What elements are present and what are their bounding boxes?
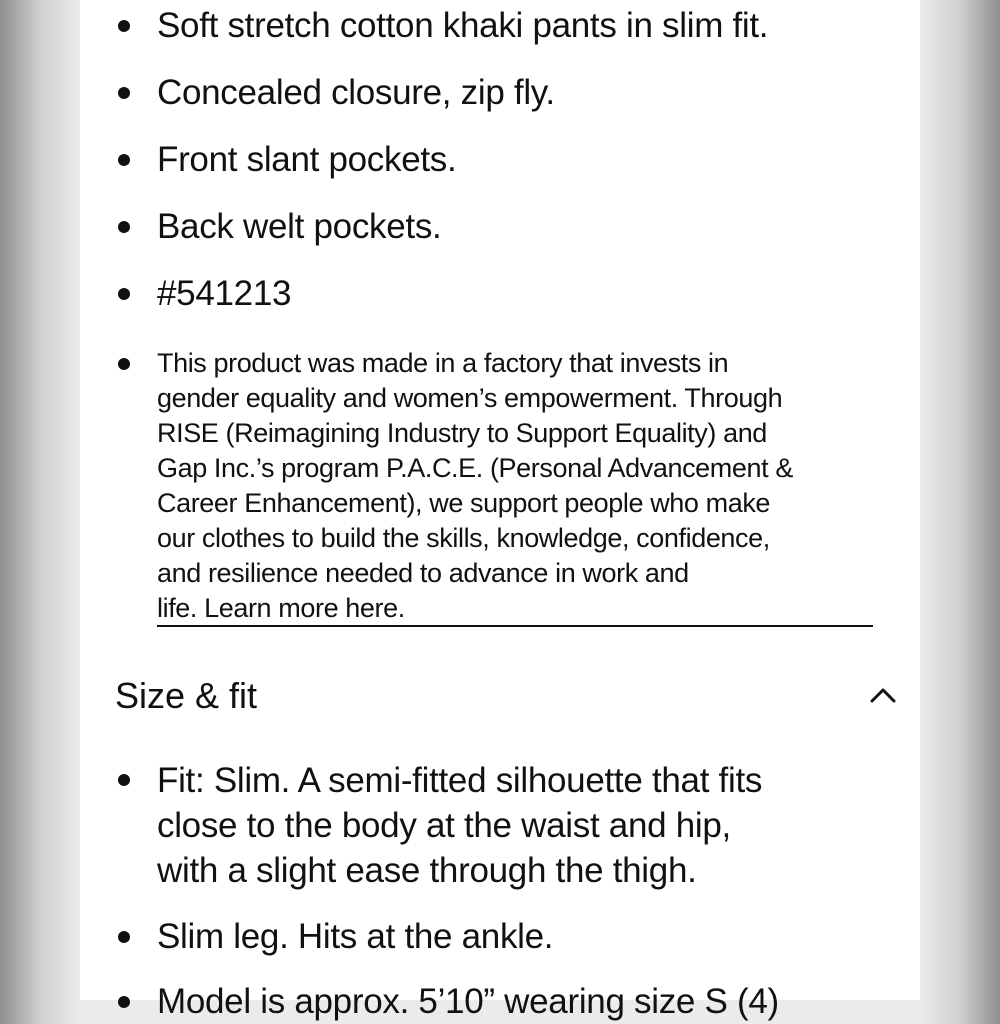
factory-note-line: our clothes to build the skills, knowledge, confidence, [157, 523, 770, 553]
bullet-icon [118, 154, 130, 166]
learn-more-underline [157, 625, 873, 627]
size-fit-header[interactable] [80, 668, 920, 728]
size-fit-title: Size & fit [115, 675, 258, 716]
learn-more-link[interactable]: life. Learn more here. [157, 593, 405, 623]
factory-note-line: RISE (Reimagining Industry to Support Equality) and [157, 418, 767, 448]
bullet-icon [118, 358, 130, 370]
list-item [80, 205, 920, 249]
fit-description [157, 758, 877, 893]
model-size-text: Model is approx. 5’10” wearing size S (4) [157, 982, 779, 1021]
list-item [80, 4, 920, 48]
chevron-up-icon[interactable] [870, 686, 896, 704]
bullet-icon [118, 20, 130, 32]
factory-note [157, 346, 877, 626]
style-number: #541213 [157, 274, 292, 313]
detail-text: Soft stretch cotton khaki pants in slim fit. [157, 6, 769, 45]
fit-line: close to the body at the waist and hip, [157, 806, 731, 845]
detail-text: Back welt pockets. [157, 207, 442, 246]
fit-line: Fit: Slim. A semi-fitted silhouette that fits [157, 761, 763, 800]
bullet-icon [118, 221, 130, 233]
list-item [80, 71, 920, 115]
list-item [80, 980, 920, 1024]
bullet-icon [118, 774, 130, 786]
factory-note-line: Gap Inc.’s program P.A.C.E. (Personal Advancement & [157, 453, 793, 483]
list-item [80, 138, 920, 182]
factory-note-line: and resilience needed to advance in work and [157, 558, 689, 588]
bullet-icon [118, 87, 130, 99]
fit-line: with a slight ease through the thigh. [157, 851, 697, 890]
detail-text: Concealed closure, zip fly. [157, 73, 555, 112]
bullet-icon [118, 931, 130, 943]
bullet-icon [118, 996, 130, 1008]
factory-note-line: gender equality and women’s empowerment. Through [157, 383, 783, 413]
factory-note-line: This product was made in a factory that invests in [157, 348, 729, 378]
factory-note-line: Career Enhancement), we support people who make [157, 488, 771, 518]
bullet-icon [118, 288, 130, 300]
detail-text: Front slant pockets. [157, 140, 457, 179]
list-item [80, 272, 920, 316]
list-item [80, 915, 920, 959]
leg-text: Slim leg. Hits at the ankle. [157, 917, 554, 956]
product-details-panel [80, 0, 920, 1021]
